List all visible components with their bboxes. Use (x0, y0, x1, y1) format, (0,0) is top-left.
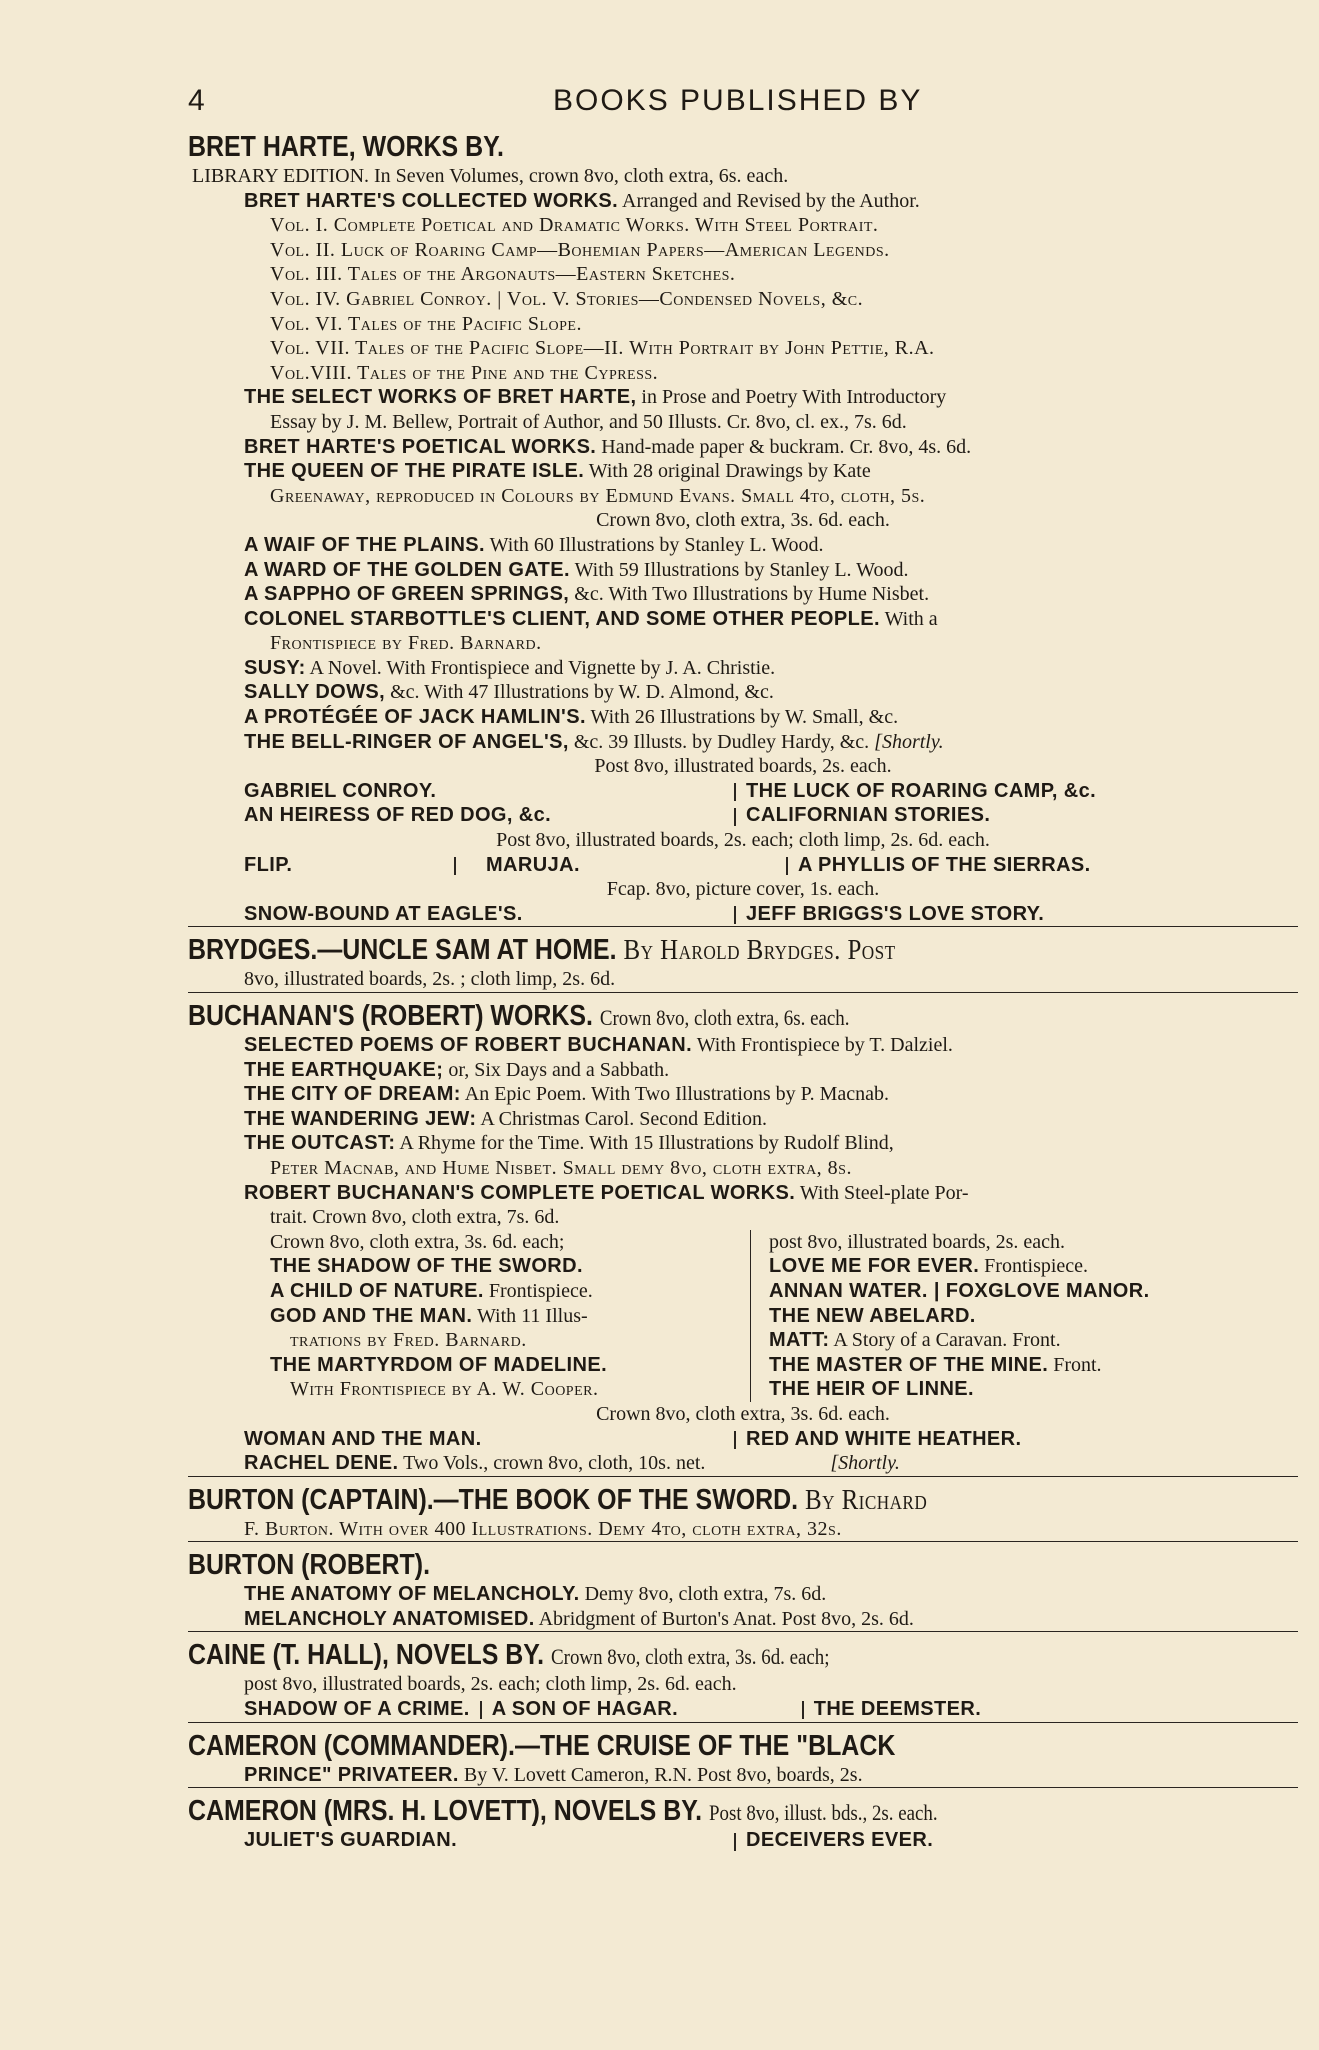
burton-anatomy (188, 1582, 1298, 1607)
column-divider (786, 857, 788, 875)
title: BRET HARTE'S COLLECTED WORKS. (244, 189, 619, 212)
detail: &c. 39 Illusts. by Dudley Hardy, &c. (573, 730, 870, 753)
buchanan-entry (188, 999, 1143, 1033)
cameron-mrs-titles (188, 1828, 1298, 1853)
heading: BRYDGES.—UNCLE SAM AT HOME. (188, 934, 617, 967)
section-rule (188, 1476, 1298, 1483)
title: A CHILD OF NATURE. (270, 1279, 484, 1302)
brydges-cont: 8vo, illustrated boards, 2s. ; cloth limp, 2s. 6d. (244, 968, 616, 991)
note: [Shortly. (874, 730, 944, 753)
harte-protege (188, 705, 1298, 730)
list-item-cont: trations by Fred. Barnard. (290, 1329, 527, 1352)
harte-bell-ringer (188, 730, 1298, 755)
title: THE NEW ABELARD. (769, 1304, 976, 1327)
buchanan-complete (188, 1181, 1298, 1206)
title-left: GABRIEL CONROY. (244, 779, 437, 802)
harte-queen (188, 459, 1298, 484)
harte-post-each: Post 8vo, illustrated boards, 2s. each. (594, 755, 892, 778)
detail: in Prose and Poetry With Introductory (641, 386, 947, 409)
list-item (270, 1353, 740, 1378)
note: [Shortly. (830, 1452, 900, 1475)
title: THE CITY OF DREAM: (244, 1083, 461, 1106)
harte-colonel-cont: Frontispiece by Fred. Barnard. (270, 632, 542, 655)
detail: With 28 original Drawings by Kate (588, 460, 871, 483)
harte-heiress-californian (188, 803, 1298, 828)
buchanan-two-columns (270, 1230, 1319, 1402)
list-item (769, 1328, 1150, 1353)
section-rule (188, 926, 1298, 933)
list-item-cont: With Frontispiece by A. W. Cooper. (290, 1378, 599, 1401)
list-item (270, 1254, 740, 1279)
detail: A Story of a Caravan. Front. (833, 1329, 1061, 1352)
list-item (769, 1254, 1150, 1279)
title-middle: A SON OF HAGAR. (491, 1698, 679, 1721)
title: MATT: (769, 1329, 830, 1352)
detail: Crown 8vo, cloth extra, 6s. each. (599, 1005, 850, 1030)
detail: Post 8vo, illust. bds., 2s. each. (708, 1800, 938, 1826)
catalogue-content (188, 130, 1298, 1853)
page-number: 4 (188, 84, 205, 117)
title: A SAPPHO OF GREEN SPRINGS, (244, 583, 570, 606)
title: PRINCE" PRIVATEER. (244, 1763, 459, 1786)
section-rule (188, 1631, 1298, 1638)
title-left: FLIP. (244, 853, 293, 876)
harte-poetical-works (188, 435, 1298, 460)
list-item (769, 1353, 1150, 1378)
title: THE OUTCAST: (244, 1132, 396, 1155)
title: SELECTED POEMS OF ROBERT BUCHANAN. (244, 1034, 693, 1056)
detail: By Richard (805, 1483, 928, 1516)
title: SUSY: (244, 656, 306, 679)
harte-susy (188, 656, 1298, 681)
detail: A Novel. With Frontispiece and Vignette by J. A. Christie. (309, 656, 776, 679)
detail: &c. With Two Illustrations by Hume Nisbet. (574, 583, 930, 606)
title: THE EARTHQUAKE; (244, 1058, 444, 1081)
cameron-commander-cont (188, 1763, 1298, 1788)
title: A WARD OF THE GOLDEN GATE. (244, 558, 570, 581)
title-left: WOMAN AND THE MAN. (244, 1427, 482, 1450)
harte-vol-6: Vol. VI. Tales of the Pacific Slope. (270, 312, 582, 335)
harte-select-works-cont: Essay by J. M. Bellew, Portrait of Author, and 50 Illusts. Cr. 8vo, cl. ex., 7s. 6d. (270, 410, 907, 433)
heading: BUCHANAN'S (ROBERT) WORKS. (188, 1000, 593, 1032)
harte-vol-4: Vol. IV. Gabriel Conroy. | Vol. V. Stories—Condensed Novels, &c. (270, 287, 864, 310)
detail: Arranged and Revised by the Author. (622, 189, 920, 212)
detail: Frontispiece. (984, 1255, 1089, 1278)
harte-vol-8: Vol.VIII. Tales of the Pine and the Cypress. (270, 361, 659, 384)
list-item (769, 1304, 1150, 1329)
caine-cont: post 8vo, illustrated boards, 2s. each; cloth limp, 2s. 6d. each. (244, 1673, 737, 1696)
harte-vol-2: Vol. II. Luck of Roaring Camp—Bohemian Papers—American Legends. (270, 238, 890, 261)
title: SALLY DOWS, (244, 681, 386, 704)
column-divider (734, 1431, 736, 1449)
title: RACHEL DENE. (244, 1452, 399, 1475)
title-right: A PHYLLIS OF THE SIERRAS. (798, 853, 1091, 876)
detail: Crown 8vo, cloth extra, 3s. 6d. each; (551, 1644, 830, 1670)
right-intro: post 8vo, illustrated boards, 2s. each. (769, 1230, 1066, 1253)
title-left: AN HEIRESS OF RED DOG, &c. (244, 804, 552, 827)
caine-titles (188, 1697, 1298, 1722)
title-right: THE LUCK OF ROARING CAMP, &c. (746, 779, 1097, 802)
buchanan-city (188, 1082, 1298, 1107)
title: A WAIF OF THE PLAINS. (244, 533, 485, 556)
buchanan-outcast (188, 1131, 1298, 1156)
detail: With 11 Illus- (476, 1304, 588, 1327)
column-divider (734, 1833, 736, 1851)
caine-entry (188, 1638, 1143, 1672)
column-divider (480, 1701, 482, 1719)
list-item (769, 1279, 1150, 1304)
title: COLONEL STARBOTTLE'S CLIENT, AND SOME OTHER PEOPLE. (244, 607, 880, 630)
title: THE MASTER OF THE MINE. (769, 1353, 1049, 1376)
title: GOD AND THE MAN. (270, 1304, 473, 1327)
buchanan-left-column (270, 1230, 751, 1402)
detail: With a (884, 607, 938, 630)
title-left: SHADOW OF A CRIME. (244, 1698, 470, 1721)
heading: CAMERON (MRS. H. LOVETT), NOVELS BY. (188, 1795, 703, 1828)
title: ROBERT BUCHANAN'S COMPLETE POETICAL WORKS. (244, 1181, 796, 1204)
harte-waif (188, 533, 1298, 558)
title: THE WANDERING JEW: (244, 1107, 477, 1130)
detail: With 26 Illustrations by W. Small, &c. (590, 706, 899, 729)
detail: Hand-made paper & buckram. Cr. 8vo, 4s. 6d. (601, 435, 972, 458)
harte-colonel (188, 607, 1298, 632)
burton-captain-entry (188, 1483, 1143, 1517)
title: THE MARTYRDOM OF MADELINE. (270, 1353, 608, 1376)
detail: or, Six Days and a Sabbath. (448, 1058, 670, 1081)
buchanan-right-column (751, 1230, 1150, 1402)
page-header (0, 84, 1319, 124)
harte-snow-jeff (188, 902, 1298, 927)
section-rule (188, 992, 1298, 999)
buchanan-complete-cont: trait. Crown 8vo, cloth extra, 7s. 6d. (270, 1206, 560, 1229)
title: THE QUEEN OF THE PIRATE ISLE. (244, 460, 585, 483)
harte-sally (188, 680, 1298, 705)
title: LOVE ME FOR EVER. (769, 1255, 980, 1278)
title-right: DECEIVERS EVER. (746, 1829, 934, 1852)
buchanan-rachel (188, 1451, 1298, 1476)
buchanan-crown-each: Crown 8vo, cloth extra, 3s. 6d. each. (596, 1402, 890, 1425)
title-right: CALIFORNIAN STORIES. (746, 804, 991, 827)
harte-queen-cont: Greenaway, reproduced in Colours by Edmund Evans. Small 4to, cloth, 5s. (270, 484, 926, 507)
heading: CAINE (T. HALL), NOVELS BY. (188, 1639, 545, 1672)
harte-vol-7: Vol. VII. Tales of the Pacific Slope—II. With Portrait by John Pettie, R.A. (270, 337, 935, 360)
list-item (270, 1279, 740, 1304)
detail: A Christmas Carol. Second Edition. (480, 1107, 767, 1130)
title: THE SHADOW OF THE SWORD. (270, 1255, 583, 1278)
column-divider (454, 857, 456, 875)
detail: Abridgment of Burton's Anat. Post 8vo, 2s. 6d. (538, 1607, 914, 1630)
title-left: SNOW-BOUND AT EAGLE'S. (244, 902, 523, 925)
title: A PROTÉGÉE OF JACK HAMLIN'S. (244, 706, 586, 729)
harte-heading: BRET HARTE, WORKS BY. (188, 131, 504, 163)
section-rule (188, 1722, 1298, 1729)
title: BRET HARTE'S POETICAL WORKS. (244, 435, 597, 458)
detail: With Frontispiece by T. Dalziel. (696, 1034, 953, 1056)
burton-robert-heading: BURTON (ROBERT). (188, 1549, 430, 1582)
title: MELANCHOLY ANATOMISED. (244, 1607, 535, 1630)
harte-flip-maruja-phyllis (188, 853, 1298, 878)
buchanan-selected (188, 1033, 1298, 1058)
detail: By Harold Brydges. Post (623, 934, 896, 967)
list-item (769, 1377, 1150, 1402)
burton-melancholy (188, 1607, 1298, 1632)
running-title: BOOKS PUBLISHED BY (553, 84, 923, 117)
title-right: JEFF BRIGGS'S LOVE STORY. (746, 902, 1045, 925)
title-right: RED AND WHITE HEATHER. (746, 1427, 1022, 1450)
title: ANNAN WATER. | FOXGLOVE MANOR. (769, 1279, 1150, 1302)
detail: By V. Lovett Cameron, R.N. Post 8vo, boards, 2s. (463, 1763, 863, 1786)
buchanan-outcast-cont: Peter Macnab, and Hume Nisbet. Small demy 8vo, cloth extra, 8s. (270, 1156, 852, 1179)
detail: Two Vols., crown 8vo, cloth, 10s. net. (403, 1452, 706, 1475)
title: THE SELECT WORKS OF BRET HARTE, (244, 386, 637, 409)
detail: Demy 8vo, cloth extra, 7s. 6d. (584, 1583, 827, 1606)
detail: &c. With 47 Illustrations by W. D. Almond, &c. (390, 681, 774, 704)
title: THE HEIR OF LINNE. (769, 1378, 974, 1401)
title-right: THE DEEMSTER. (813, 1698, 982, 1721)
harte-vol-3: Vol. III. Tales of the Argonauts—Eastern Sketches. (270, 263, 736, 286)
harte-post-limp: Post 8vo, illustrated boards, 2s. each; cloth limp, 2s. 6d. each. (496, 829, 990, 852)
detail: Front. (1053, 1353, 1102, 1376)
burton-captain-cont: F. Burton. With over 400 Illustrations. Demy 4to, cloth extra, 32s. (244, 1517, 842, 1540)
title: THE ANATOMY OF MELANCHOLY. (244, 1583, 580, 1606)
detail: Frontispiece. (488, 1279, 593, 1302)
harte-collected (188, 189, 1298, 214)
buchanan-woman-heather (188, 1427, 1298, 1452)
harte-vol-1: Vol. I. Complete Poetical and Dramatic Works. With Steel Portrait. (270, 214, 879, 237)
cameron-mrs-entry (188, 1794, 1143, 1828)
column-divider (734, 906, 736, 924)
harte-gabriel-luck (188, 779, 1298, 804)
harte-ward (188, 558, 1298, 583)
section-rule (188, 1787, 1298, 1794)
detail: With Steel-plate Por- (799, 1181, 969, 1204)
title: THE BELL-RINGER OF ANGEL'S, (244, 730, 569, 753)
harte-library-edition: LIBRARY EDITION. In Seven Volumes, crown 8vo, cloth extra, 6s. each. (192, 165, 789, 187)
section-rule (188, 1541, 1298, 1548)
column-divider (734, 783, 736, 801)
detail: A Rhyme for the Time. With 15 Illustrations by Rudolf Blind, (399, 1132, 894, 1155)
harte-select-works (188, 385, 1298, 410)
left-intro: Crown 8vo, cloth extra, 3s. 6d. each; (270, 1230, 565, 1253)
column-divider (734, 808, 736, 826)
detail: With 59 Illustrations by Stanley L. Wood. (574, 558, 909, 581)
buchanan-wandering (188, 1107, 1298, 1132)
cameron-commander-heading: CAMERON (COMMANDER).—THE CRUISE OF THE "BLACK (188, 1729, 896, 1762)
harte-sappho (188, 582, 1298, 607)
brydges-entry (188, 933, 1143, 967)
detail: With 60 Illustrations by Stanley L. Wood. (489, 533, 824, 556)
column-divider (802, 1701, 804, 1719)
heading: BURTON (CAPTAIN).—THE BOOK OF THE SWORD. (188, 1483, 799, 1516)
harte-fcap: Fcap. 8vo, picture cover, 1s. each. (606, 878, 880, 901)
list-item (270, 1304, 740, 1329)
detail: An Epic Poem. With Two Illustrations by P. Macnab. (464, 1083, 889, 1106)
title-middle: MARUJA. (486, 853, 580, 876)
title-left: JULIET'S GUARDIAN. (244, 1829, 458, 1852)
buchanan-earthquake (188, 1058, 1298, 1083)
harte-crown-each: Crown 8vo, cloth extra, 3s. 6d. each. (596, 509, 890, 532)
